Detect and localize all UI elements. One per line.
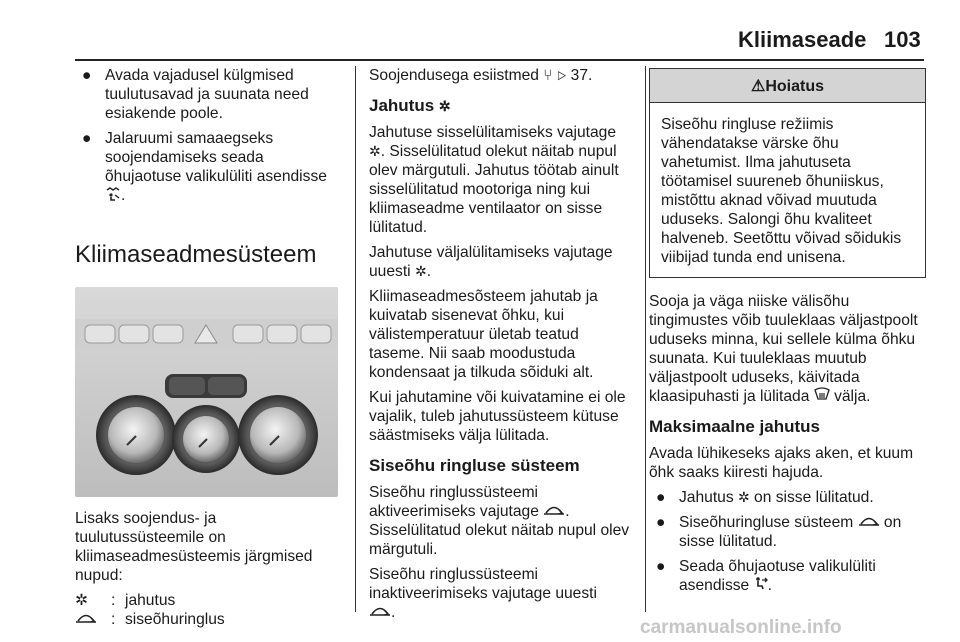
snowflake-icon: ✲ [414,263,427,279]
bullet-dot: ● [82,67,92,84]
recirculation-icon [858,514,880,531]
heading-recirculation: Siseõhu ringluse süsteem [369,456,580,475]
recirculation-icon [369,604,391,621]
text: on sisse lülitatud. [679,514,902,550]
list-item [75,129,343,207]
snowflake-icon: ✲ [438,98,451,114]
text: . [391,604,396,621]
bullet-dot: ● [82,130,92,147]
warning-title: Hoiatus [765,78,824,95]
page-ref-arrow-icon: ▷ [556,67,567,84]
snowflake-icon: ✲ [737,489,750,505]
warning-header [650,69,925,103]
legend-separator: : [111,592,116,609]
text: . [565,503,570,520]
bullet-text: Jalaruumi samaaegseks soojendamiseks seada õhujaotuse valikulüliti asendisse [105,130,327,185]
warning-body: Siseõhu ringluse režiimis vähendatakse värske õhu vahetumist. Ilma jahutuseta töötamisel suureneb õhuniiskus, mistõttu aknad võivad muutuda uduseks. Salongi õhu kvaliteet halveneb. Seetõttu võivad sõidukis viibijad tunda end unisena. [661,116,902,266]
text: on sisse lülitatud. [754,489,874,506]
text: Jahutuse sisselülitamiseks vajutage [369,124,617,141]
watermark: carmanualsonline.info [640,617,842,638]
text: . [767,577,772,594]
bullet-dot: ● [656,558,666,575]
recirculation-icon [75,610,111,629]
list-item [75,66,343,123]
legend-text: siseõhuringlus [125,611,225,628]
air-distribution-icon [754,577,768,594]
list-item [649,557,926,595]
legend-row [75,591,343,610]
text: Siseõhu ringlussüsteemi aktiveerimiseks vajutage [369,484,539,520]
defrost-icon [814,388,830,405]
bullet-text: Avada vajadusel külgmised tuulutusavad ja suunata need esiakende poole. [105,67,309,122]
warning-icon: ⚠ [750,78,766,95]
text: . [426,263,432,280]
heading-cooling [369,95,637,117]
reference-text: Soojendusega esiistmed [369,67,539,84]
heading-max-cooling: Maksimaalne jahutus [649,417,821,436]
warning-box [649,68,926,278]
paragraph: Avada lühikeseks ajaks aken, et kuum õhk saaks kiiresti hajuda. [649,445,914,481]
paragraph [369,123,637,237]
paragraph [369,243,637,281]
column-divider-2 [645,66,646,612]
heated-seat-icon: ⑂ [543,67,553,84]
text: Siseõhuringluse süsteem [679,514,854,531]
text: . Sisselülitatud olekut näitab nupul olev märgutuli. Jahutus töötab ainult sisselülitatud mootoriga ning kui kliimaseadme ventilaator on sisse lülitatud. [369,143,619,236]
heading-text: Jahutus [369,96,435,115]
text: Sooja ja väga niiske välisõhu tingimustes võib tuuleklaas väljastpoolt uduseks minna, kui sellele külma õhku suunata. Kui tuuleklaas muutub väljastpoolt uduseks, käivitada klaasipuhasti ja lülitada [649,293,918,405]
intro-paragraph: Lisaks soojendus- ja tuulutussüsteemile on kliimaseadmesüsteemis järgmised nupud: [75,510,313,584]
reference-page: 37. [570,67,593,84]
legend-separator: : [111,611,116,628]
page-header [0,0,960,62]
page-title: Kliimaseade [738,27,867,52]
column-middle [369,66,637,628]
column-right [649,66,926,601]
climate-control-panel-image [75,287,338,497]
text: Jahutus [679,489,734,506]
paragraph: Sisselülitatud olekut näitab nupul olev märgutuli. [369,522,630,558]
list-item [649,488,926,507]
bullet-dot: ● [656,489,666,506]
foot-defrost-icon [105,187,121,207]
list-item [649,513,926,551]
paragraph: Kliimaseadmesõsteem jahutab ja kuivatab sisenevat õhku, kui välistemperatuur ületab teatud taseme. Nii saab moodustuda kondensaat ja tilkuda sõiduki alt. [369,288,598,381]
paragraph [369,565,637,622]
text: Seada õhujaotuse valikulüliti asendisse [679,558,876,594]
paragraph [369,483,637,521]
cross-reference [369,66,637,85]
page-number: 103 [884,27,921,52]
text: Jahutuse väljalülitamiseks vajutage uuesti [369,244,613,280]
paragraph: Kui jahutamine või kuivatamine ei ole vajalik, tuleb jahutussüsteem kütuse säästmiseks välja lülitada. [369,389,626,444]
legend-text: jahutus [125,592,176,609]
snowflake-icon: ✲ [75,592,89,609]
column-left [75,66,343,629]
legend-row [75,610,343,629]
snowflake-icon: ✲ [369,143,381,159]
text: välja. [834,388,871,405]
header-rule [75,59,924,61]
section-heading: Kliimaseadmesüsteem [75,241,317,268]
bullet-end: . [121,187,126,204]
text: Siseõhu ringlussüsteemi inaktiveerimiseks vajutage uuesti [369,566,597,602]
recirculation-icon [543,503,565,520]
column-divider-1 [355,66,356,612]
paragraph [649,292,926,406]
bullet-dot: ● [656,514,666,531]
